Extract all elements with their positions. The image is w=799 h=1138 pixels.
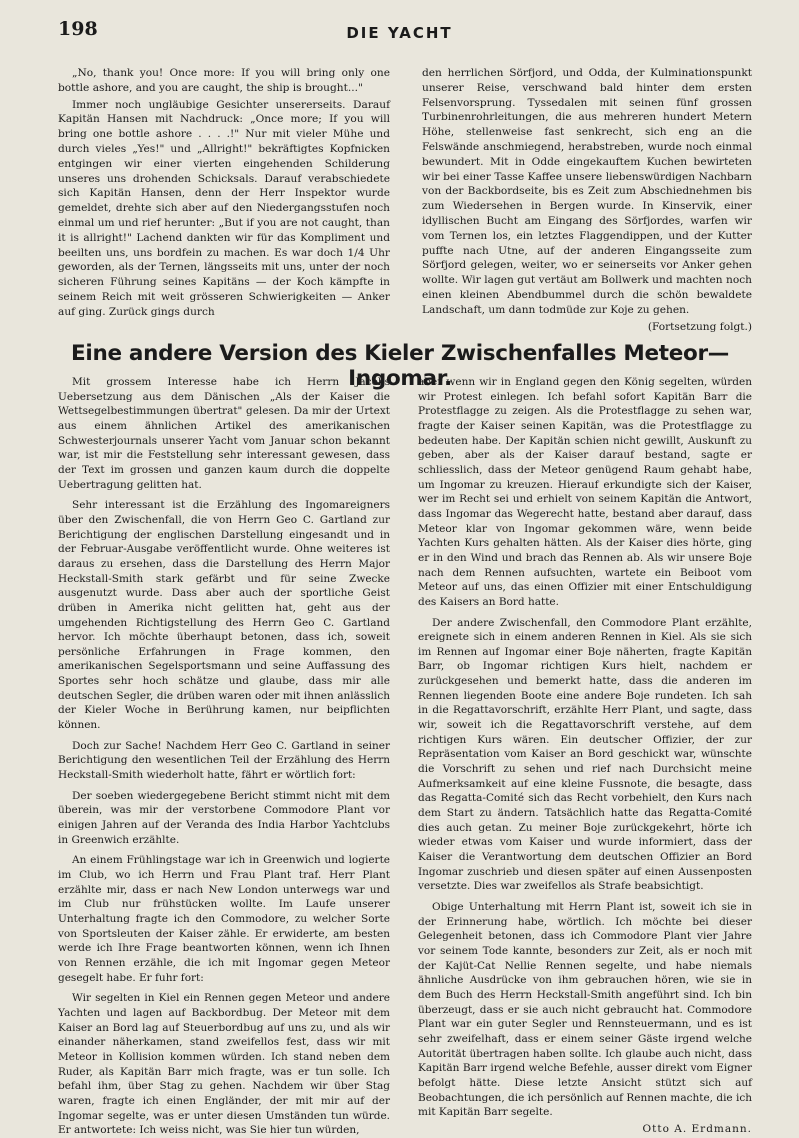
paragraph: den herrlichen Sörfjord, und Odda, der Kulminationspunkt unserer Reise, verschwand bald hinter dem ersten Felsenvorsprung. Tyssedalen mit seinen fünf grossen Turbinenrohrleitungen, die aus mehreren hundert Metern Höhe, stellenweise fast senkrecht, sich eng an die Felswände anschmiegend, herabstreben, wurde noch einmal bewundert. Mit in Odde eingekauftem Kuchen bewirteten wir bei einer Tasse Kaffee unsere liebenswürdigen Nachbarn von der Backbordseite, bis es Zeit zum Abschiednehmen bis zum Wiedersehen in Bergen wurde. In Kinservik, einer idyllischen Bucht am Eingang des Sörfjordes, warfen wir vom Ternen los, ein letztes Flaggendippen, und der Kutter puffte nach Utne, auf der anderen Eingangsseite zum Sörfjord gelegen, weiter, wo er seinerseits vor Anker gehen wollte. Wir lagen gut vertäut am Bollwerk und machten noch einen kleinen Abendbummel durch die schön bewaldete Landschaft, um dann todmüde zur Koje zu gehen. xyxy=(422,67,752,316)
paragraph: An einem Frühlingstage war ich in Greenwich und logierte im Club, wo ich Herrn und Frau Plant traf. Herr Plant erzählte mir, dass er nach New London unterwegs war und im Club nur frühstücken wollte. Im Laufe unserer Unterhaltung fragte ich den Commodore, zu welcher Sorte von Sportsleuten der Kaiser zähle. Er erwiderte, am besten werde ich Ihre Frage beantworten können, wenn ich Ihnen von Rennen erzähle, die ich mit Ingomar gegen Meteor gesegelt habe. Er fuhr fort: xyxy=(58,854,390,984)
author-signature: Otto A. Erdmann. xyxy=(642,1122,752,1135)
paragraph: Immer noch ungläubige Gesichter unsererseits. Darauf Kapitän Hansen mit Nachdruck: „Once more; If you will bring one bottle ashore . . . .!" Nur mit vieler Mühe und durch vieles „Yes!" und „Allright!" bekräftigtes Kopfnicken entgingen wir einer vierten eingehenden Schilderung unseres uns drohenden Schicksals. Darauf verabschiedete sich Kapitän Hansen, denn der Herr Inspektor wurde gemeldet, drehte sich aber auf den Niedergangsstufen noch einmal um und rief herunter: „But if you are not caught, than it is allright!" Lachend dankten wir für das Kompliment und beeilten uns, uns bordfein zu machen. Es war doch 1/4 Uhr geworden, als der Ternen, längsseits mit uns, unter der noch sicheren Führung seines Kapitäns — der Koch kämpfte in seinem Reich mit weit grösseren Schwierigkeiten — Anker auf ging. Zurück gings durch xyxy=(58,98,390,318)
article-right-column xyxy=(418,375,752,1136)
top-story-left-column xyxy=(58,66,390,320)
page-header xyxy=(0,18,799,48)
paragraph: „No, thank you! Once more: If you will bring only one bottle ashore, and you are caught, the ship is brought..." xyxy=(58,67,390,94)
top-story-right-column xyxy=(422,66,752,334)
article-headline: Eine andere Version des Kieler Zwischenfalles Meteor—Ingomar. xyxy=(70,341,729,391)
paragraph: Der andere Zwischenfall, den Commodore Plant erzählte, ereignete sich in einem anderen Rennen in Kiel. Als sie sich im Rennen auf Ingomar einer Boje näherten, fragte Kapitän Barr, ob Ingomar richtigen Kurs hielt, nachdem er zurückgesehen und bemerkt hatte, dass die anderen im Rennen liegenden Boote eine andere Boje rundeten. Ich sah in die Regattavorschrift, erzählte Herr Plant, und sagte, dass wir, soweit ich die Regattavorschrift verstehe, auf dem richtigen Kurs wären. Ein deutscher Offizier, der zur Repräsentation vom Kaiser an Bord geschickt war, wünschte die Vorschrift zu sehen und rief nach Durchsicht meine Aufmerksamkeit auf eine kleine Fussnote, die besagte, dass das Regatta-Comité sich das Recht vorbehielt, den Kurs nach dem Start zu ändern. Tatsächlich hatte das Regatta-Comité dies auch getan. Zu meiner Boje zurückgekehrt, hörte ich wieder etwas vom Kaiser und wurde informiert, dass der Kaiser die Verantwortung dem deutschen Offizier an Bord Ingomar zuschrieb und diesen später auf einen Aussenposten versetzte. Dies war zweifellos als Strafe beabsichtigt. xyxy=(418,616,752,893)
paragraph: Doch zur Sache! Nachdem Herr Geo C. Gartland in seiner Berichtigung den wesentlichen Teil der Erzählung des Herrn Heckstall-Smith wiederholt hatte, fährt er wörtlich fort: xyxy=(58,739,390,782)
paragraph: Obige Unterhaltung mit Herrn Plant ist, soweit ich sie in der Erinnerung habe, wörtlich. Ich möchte bei dieser Gelegenheit betonen, dass ich Commodore Plant vier Jahre vor seinem Tode kannte, besonders zur Zeit, als er noch mit der Kajüt-Cat Nellie Rennen segelte, und habe niemals ähnliche Ausdrücke von ihm gebrauchen hören, wie sie in dem Buch des Herrn Heckstall-Smith angeführt sind. Ich bin überzeugt, dass er sie auch nicht gebraucht hat. Commodore Plant war ein guter Segler und Rennsteuermann, und es ist sehr zweifelhaft, dass er einem seiner Gäste irgend welche Autorität übertragen haben sollte. Ich glaube auch nicht, dass Kapitän Barr irgend welche Befehle, ausser direkt vom Eigner befolgt hätte. Diese letzte Ansicht stützt sich auf Beobachtungen, die ich persönlich auf Rennen machte, die ich mit Kapitän Barr segelte. xyxy=(418,900,752,1119)
paragraph: Mit grossem Interesse habe ich Herrn Jacobs Uebersetzung aus dem Dänischen „Als der Kaiser die Wettsegelbestimmungen übertrat" gelesen. Da mir der Urtext aus einem ähnlichen Artikel des amerikanischen Schwesterjournals unserer Yacht vom Januar schon bekannt war, ist mir die Feststellung sehr interessant gewesen, dass der Text im grossen und ganzen kaum durch die doppelte Uebertragung gelitten hat. xyxy=(58,376,390,491)
article-left-column xyxy=(58,375,390,1138)
paragraph: Der soeben wiedergegebene Bericht stimmt nicht mit dem überein, was mir der verstorbene Commodore Plant vor einigen Jahren auf der Veranda des India Harbor Yachtclubs in Greenwich erzählte. xyxy=(58,789,390,846)
running-title: DIE YACHT xyxy=(346,24,453,42)
continued-note: (Fortsetzung folgt.) xyxy=(647,320,752,333)
paragraph: Wir segelten in Kiel ein Rennen gegen Meteor und andere Yachten und lagen auf Backbordbug. Der Meteor mit dem Kaiser an Bord lag auf Steuerbordbug auf uns zu, und als wir einander näherkamen, stand zweifellos fest, dass wir mit Meteor in Kollision kommen würden. Ich stand neben dem Ruder, als Kapitän Barr mich fragte, was er tun solle. Ich befahl ihm, über Stag zu gehen. Nachdem wir über Stag waren, fragte ich einen Engländer, der mit mir auf der Ingomar segelte, was er unter diesen Umständen tun würde. Er antwortete: Ich weiss nicht, was Sie hier tun würden, xyxy=(58,992,390,1137)
paragraph: aber wenn wir in England gegen den König segelten, würden wir Protest einlegen. Ich befahl sofort Kapitän Barr die Protestflagge zu zeigen. Als die Protestflagge zu sehen war, fragte der Kaiser seinen Kapitän, was die Protestflagge zu bedeuten habe. Der Kapitän schien nicht gewillt, Auskunft zu geben, aber als der Kaiser darauf bestand, sagte er schliesslich, dass der Meteor genügend Raum gehabt habe, um Ingomar zu kreuzen. Hierauf erkundigte sich der Kaiser, wer im Recht sei und erhielt von seinem Kapitän die Antwort, dass Ingomar das Wegerecht hatte, bestand aber darauf, dass Meteor klar von Ingomar gekommen wäre, wenn beide Yachten Kurs gehalten hätten. Als der Kaiser dies hörte, ging er in den Wind und brach das Rennen ab. Als wir unsere Boje nach dem Rennen aufsuchten, wartete ein Beiboot vom Meteor auf uns, das einen Offizier mit einer Entschuldigung des Kaisers an Bord hatte. xyxy=(418,376,752,608)
page-number: 198 xyxy=(58,18,98,40)
paragraph: Sehr interessant ist die Erzählung des Ingomareigners über den Zwischenfall, die von Herrn Geo C. Gartland zur Berichtigung der englischen Darstellung eingesandt und in der Februar-Ausgabe veröffentlicht wurde. Ohne weiteres ist daraus zu ersehen, dass die Darstellung des Herrn Major Heckstall-Smith stark gefärbt und für seine Zwecke ausgenutzt wurde. Dass aber auch der sportliche Geist drüben in Amerika nicht gelitten hat, geht aus der umgehenden Richtigstellung des Herrn Geo C. Gartland hervor. Ich möchte überhaupt betonen, dass ich, soweit persönliche Erfahrungen in Frage kommen, den amerikanischen Segelsportsmann und seine Auffassung des Sportes sehr hoch schätze und glaube, dass mir alle deutschen Segler, die drüben waren oder mit ihnen anlässlich der Kieler Woche in Berührung kamen, nur beipflichten können. xyxy=(58,499,390,732)
